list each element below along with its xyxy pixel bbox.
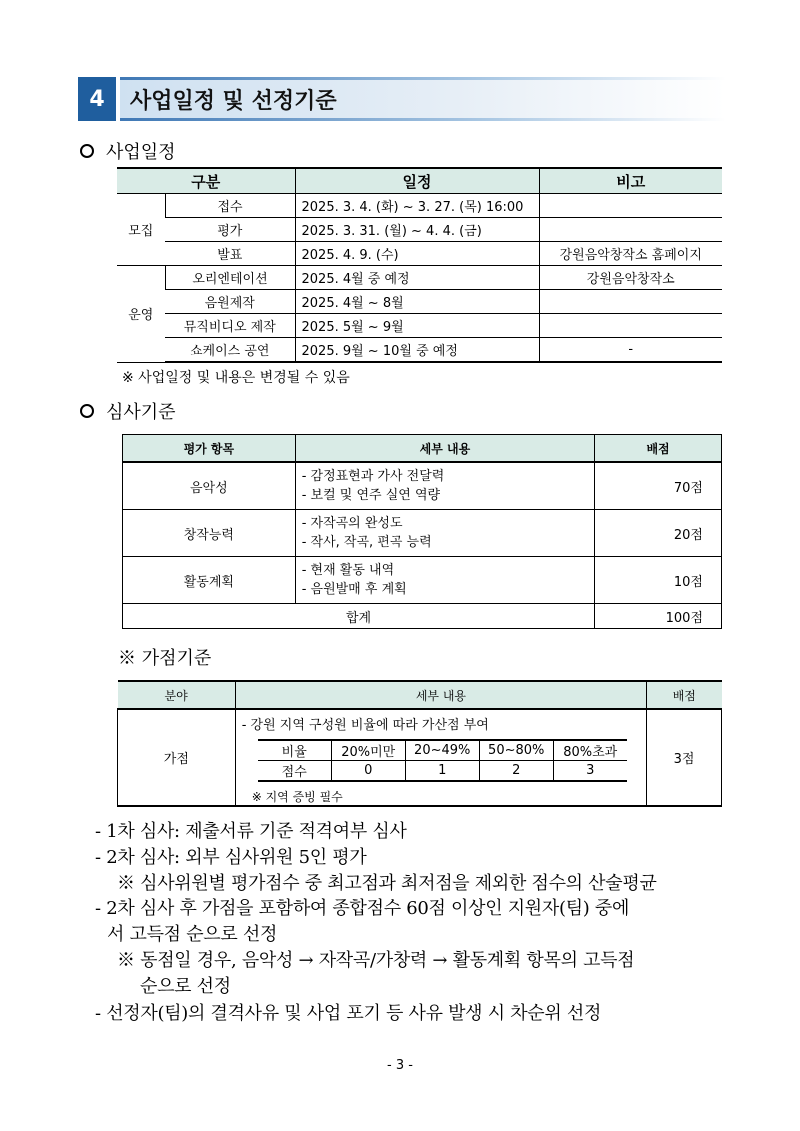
note-cell [539, 218, 722, 242]
section-title: 사업일정 및 선정기준 [130, 89, 337, 114]
criteria-heading-text: 심사기준 [106, 402, 176, 423]
item-cell: 쇼케이스 공연 [165, 338, 295, 363]
group-cell: 운영 [117, 266, 165, 363]
note-cell [539, 314, 722, 338]
detail-line: - 보컬 및 연주 실연 역량 [301, 488, 441, 503]
ratio-cell: 50~80% [479, 740, 553, 761]
detail-line: - 작사, 작곡, 편곡 능력 [301, 535, 432, 550]
bonus-detail [235, 709, 646, 806]
bonus-header-row [118, 681, 722, 709]
score-row [258, 761, 627, 782]
bonus-score: 3점 [647, 709, 722, 806]
detail-line: - 음원발매 후 계획 [301, 582, 407, 597]
criteria-table [122, 434, 722, 629]
circle-bullet-icon [80, 144, 94, 158]
bonus-header-field: 분야 [118, 681, 236, 709]
table-row [117, 194, 722, 218]
body-line: - 선정자(팀)의 결격사유 및 사업 포기 등 사유 발생 시 차순위 선정 [95, 1003, 602, 1024]
table-row [123, 510, 722, 557]
note-cell [539, 290, 722, 314]
total-row [123, 604, 722, 629]
date-cell: 2025. 3. 4. (화) ~ 3. 27. (목) 16:00 [295, 194, 539, 218]
body-line: ※ 심사위원별 평가점수 중 최고점과 최저점을 제외한 점수의 산술평균 [117, 873, 657, 894]
body-line: - 2차 심사: 외부 심사위원 5인 평가 [95, 847, 367, 868]
ratio-cell: 20%미만 [331, 740, 405, 761]
bonus-heading: ※ 가점기준 [118, 648, 212, 669]
table-row [123, 557, 722, 604]
table-row [117, 338, 722, 363]
criteria-header-row [123, 435, 722, 463]
score-cell: 0 [331, 761, 405, 782]
date-cell: 2025. 3. 31. (월) ~ 4. 4. (금) [295, 218, 539, 242]
bonus-header-score: 배점 [647, 681, 722, 709]
score-cell: 3 [553, 761, 627, 782]
criteria-score: 70점 [595, 462, 722, 510]
item-cell: 오리엔테이션 [165, 266, 295, 290]
schedule-table [117, 167, 722, 363]
table-row [117, 290, 722, 314]
schedule-heading-text: 사업일정 [106, 142, 176, 163]
criteria-detail [295, 557, 594, 604]
table-row [123, 462, 722, 510]
ratio-row [258, 740, 627, 761]
total-score: 100점 [595, 604, 722, 629]
bonus-header-detail: 세부 내용 [235, 681, 646, 709]
table-row [117, 218, 722, 242]
schedule-heading [80, 138, 176, 164]
circle-bullet-icon [80, 404, 94, 418]
criteria-header-detail: 세부 내용 [295, 435, 594, 463]
total-label: 합계 [123, 604, 595, 629]
schedule-footnote: ※ 사업일정 및 내용은 변경될 수 있음 [122, 370, 350, 386]
criteria-detail [295, 462, 594, 510]
item-cell: 음원제작 [165, 290, 295, 314]
detail-line: - 자작곡의 완성도 [301, 516, 403, 531]
ratio-cell: 20~49% [405, 740, 479, 761]
note-cell: 강원음악창작소 [539, 266, 722, 290]
body-line: - 1차 심사: 제출서류 기준 적격여부 심사 [95, 821, 407, 842]
schedule-header-date: 일정 [295, 168, 539, 194]
bonus-description: - 강원 지역 구성원 비율에 따라 가산점 부여 [241, 718, 489, 733]
body-line: 서 고득점 순으로 선정 [107, 924, 278, 945]
ratio-cell: 80%초과 [553, 740, 627, 761]
table-row [117, 266, 722, 290]
criteria-item: 활동계획 [123, 557, 296, 604]
criteria-detail [295, 510, 594, 557]
criteria-item: 음악성 [123, 462, 296, 510]
detail-line: - 현재 활동 내역 [301, 563, 395, 578]
criteria-item: 창작능력 [123, 510, 296, 557]
item-cell: 접수 [165, 194, 295, 218]
body-line: ※ 동점일 경우, 음악성 → 자작곡/가창력 → 활동계획 항목의 고득점 [117, 950, 635, 971]
date-cell: 2025. 4월 ~ 8월 [295, 290, 539, 314]
schedule-header-category: 구분 [117, 168, 295, 194]
item-cell: 뮤직비디오 제작 [165, 314, 295, 338]
score-cell: 2 [479, 761, 553, 782]
bonus-field: 가점 [118, 709, 236, 806]
criteria-heading [80, 398, 176, 424]
table-row [117, 314, 722, 338]
criteria-score: 20점 [595, 510, 722, 557]
table-row [117, 242, 722, 266]
schedule-header-note: 비고 [539, 168, 722, 194]
proof-note: ※ 지역 증빙 필수 [251, 790, 343, 804]
score-cell: 점수 [258, 761, 332, 782]
body-line: 순으로 선정 [140, 976, 231, 997]
section-header [78, 77, 726, 121]
date-cell: 2025. 5월 ~ 9월 [295, 314, 539, 338]
criteria-header-item: 평가 항목 [123, 435, 296, 463]
schedule-header-row [117, 168, 722, 194]
table-row [118, 709, 722, 806]
criteria-score: 10점 [595, 557, 722, 604]
ratio-cell: 비율 [258, 740, 332, 761]
page-number: - 3 - [387, 1058, 413, 1073]
item-cell: 평가 [165, 218, 295, 242]
group-cell: 모집 [117, 194, 165, 266]
score-cell: 1 [405, 761, 479, 782]
note-cell [539, 194, 722, 218]
body-line: - 2차 심사 후 가점을 포함하여 종합점수 60점 이상인 지원자(팀) 중에 [95, 898, 630, 919]
bonus-table [117, 680, 722, 807]
note-cell: - [539, 338, 722, 363]
section-number: 4 [78, 77, 116, 121]
ratio-table [258, 739, 627, 782]
item-cell: 발표 [165, 242, 295, 266]
date-cell: 2025. 4월 중 예정 [295, 266, 539, 290]
note-cell: 강원음악창작소 홈페이지 [539, 242, 722, 266]
date-cell: 2025. 9월 ~ 10월 중 예정 [295, 338, 539, 363]
criteria-header-score: 배점 [595, 435, 722, 463]
detail-line: - 감정표현과 가사 전달력 [301, 469, 445, 484]
date-cell: 2025. 4. 9. (수) [295, 242, 539, 266]
